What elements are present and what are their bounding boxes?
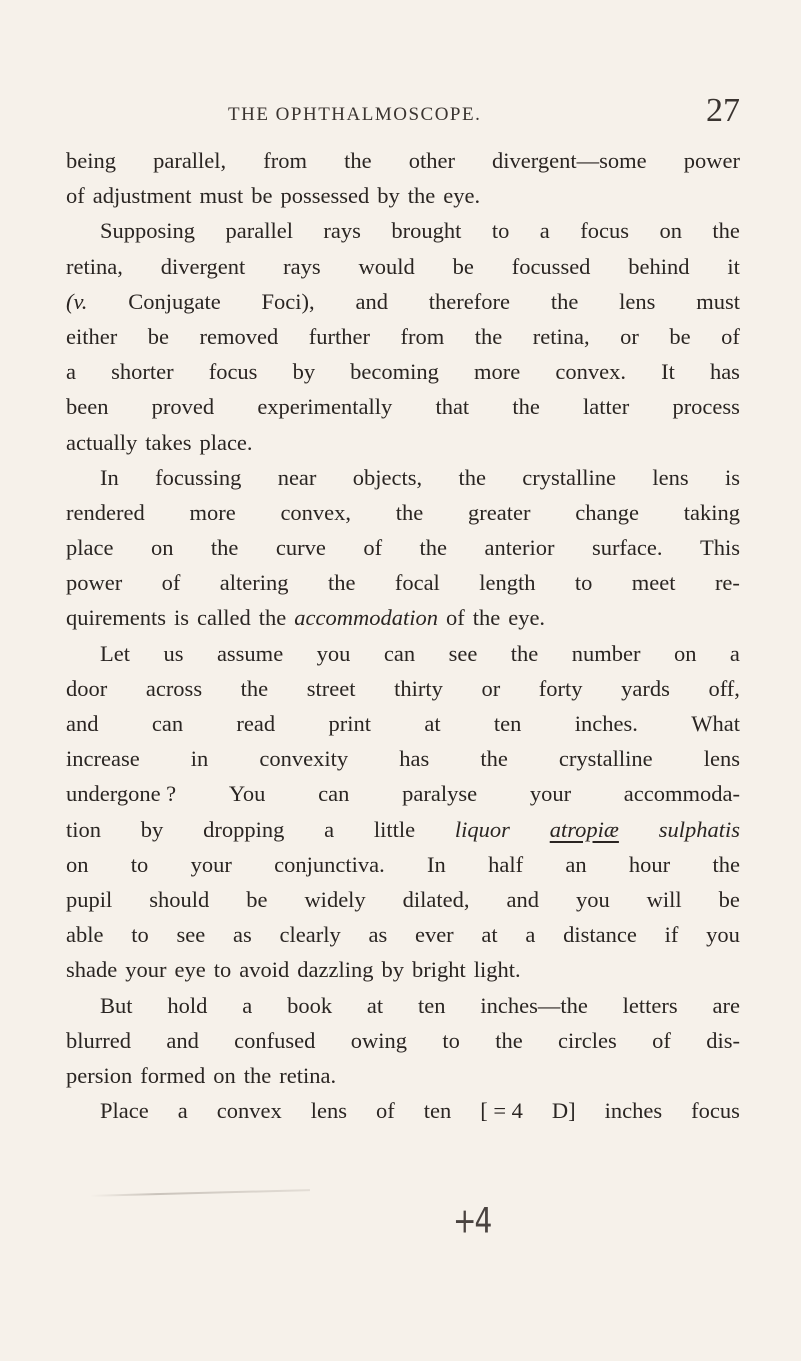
word: parallel: [225, 218, 293, 244]
word: has: [399, 746, 430, 772]
word: lens: [310, 1098, 347, 1124]
text-line: [66, 776, 740, 811]
word: or: [620, 323, 639, 349]
word: paralyse: [402, 781, 478, 807]
word: us: [163, 640, 184, 666]
word: being: [66, 148, 116, 173]
word: focus: [691, 1098, 740, 1124]
word: This: [699, 535, 740, 561]
word: circles: [558, 1027, 617, 1053]
word: more: [474, 359, 521, 385]
word: to: [574, 570, 593, 596]
word: of: [652, 1027, 671, 1053]
word: of: [161, 570, 181, 596]
text-line: [66, 1058, 740, 1093]
word: half: [488, 851, 524, 877]
word: increase: [66, 746, 140, 772]
word: divergent—some: [492, 148, 647, 173]
word: see: [448, 640, 478, 666]
word: hour: [628, 851, 671, 877]
word: experimentally: [257, 394, 393, 420]
word: be: [251, 183, 273, 209]
running-head: [150, 94, 740, 136]
word: Let: [100, 640, 130, 666]
text-line: [66, 636, 740, 671]
word: accommodation: [294, 605, 438, 631]
word: would: [358, 253, 415, 279]
word: persion: [66, 1062, 133, 1088]
word: place: [66, 535, 114, 561]
text-line: [66, 565, 740, 600]
word: But: [100, 992, 133, 1018]
word: the: [550, 288, 579, 314]
word: confused: [234, 1027, 316, 1053]
word: crystalline: [558, 746, 653, 772]
word: the: [512, 394, 540, 420]
word: retina.: [279, 1062, 337, 1088]
word: proved: [151, 394, 215, 420]
word: the: [344, 148, 372, 173]
word: rays: [283, 253, 321, 279]
word: by: [140, 816, 164, 842]
word: book: [287, 992, 333, 1018]
word: Conjugate: [128, 288, 221, 314]
word: at: [424, 711, 441, 736]
word: the: [712, 218, 740, 244]
word: meet: [631, 570, 676, 596]
word: process: [672, 394, 740, 420]
word: lens: [703, 746, 740, 772]
word: little: [373, 816, 416, 842]
word: the: [395, 499, 424, 525]
word: at: [481, 922, 498, 948]
text-line: [66, 213, 740, 248]
text-line: [66, 495, 740, 530]
text-line: [66, 988, 740, 1023]
word: that: [435, 394, 470, 420]
word: shade: [66, 957, 118, 983]
word: convex: [216, 1098, 282, 1124]
word: lens: [652, 464, 689, 490]
word: You: [228, 781, 266, 807]
word: to: [442, 1027, 460, 1053]
word: be: [669, 323, 691, 349]
word: are: [712, 992, 740, 1018]
word: of: [363, 535, 383, 561]
word: retina,: [532, 323, 590, 349]
word: therefore: [428, 288, 510, 314]
body-text: [66, 143, 740, 1128]
word: called: [197, 605, 251, 631]
word: What: [691, 711, 740, 736]
word: the: [510, 640, 539, 666]
word: an: [565, 851, 587, 877]
word: forty: [538, 675, 583, 701]
word: owing: [350, 1027, 407, 1053]
word: street: [306, 675, 356, 701]
word: formed: [140, 1062, 206, 1088]
word: been: [66, 394, 109, 420]
word: greater: [468, 499, 531, 525]
word: focus: [208, 359, 258, 385]
word: be: [246, 886, 268, 912]
text-line: [66, 600, 740, 635]
word: thirty: [394, 675, 443, 701]
word: the: [474, 323, 503, 349]
word: atropiæ: [549, 816, 619, 842]
word: of: [66, 183, 85, 209]
word: is: [173, 605, 189, 631]
word: (v.: [66, 288, 88, 314]
word: change: [575, 499, 639, 525]
word: the: [472, 605, 501, 631]
word: on: [150, 535, 174, 561]
word: liquor: [454, 816, 510, 842]
word: crystalline: [522, 464, 617, 490]
word: the: [458, 464, 486, 490]
word: widely: [304, 886, 366, 912]
word: altering: [219, 570, 289, 596]
text-line: [66, 741, 740, 776]
word: eye: [174, 957, 206, 983]
word: Foci),: [261, 288, 315, 314]
word: In: [427, 851, 446, 877]
word: on: [66, 851, 89, 877]
word: conjunctiva.: [274, 851, 385, 877]
word: read: [236, 711, 276, 736]
text-line: [66, 706, 740, 741]
word: as: [368, 922, 388, 948]
word: a: [729, 640, 740, 666]
word: inches.: [574, 711, 638, 736]
word: Place: [100, 1098, 149, 1124]
word: light.: [473, 957, 521, 983]
word: shorter: [111, 359, 174, 385]
word: to: [213, 957, 232, 983]
word: should: [149, 886, 210, 912]
word: [ = 4: [480, 1098, 523, 1124]
text-line: [66, 847, 740, 882]
word: focal: [394, 570, 440, 596]
word: from: [400, 323, 445, 349]
word: It: [661, 359, 675, 385]
text-line: [66, 1093, 740, 1128]
word: eye.: [443, 183, 481, 209]
word: more: [189, 499, 236, 525]
text-line: [66, 319, 740, 354]
word: the: [240, 675, 269, 701]
word: the: [419, 535, 448, 561]
word: ever: [414, 922, 454, 948]
word: across: [145, 675, 203, 701]
word: focussed: [511, 253, 591, 279]
word: able: [66, 922, 104, 948]
word: power: [66, 570, 123, 596]
word: of: [375, 1098, 395, 1124]
word: to: [130, 851, 149, 877]
word: other: [408, 148, 455, 173]
text-line: [66, 425, 740, 460]
word: ten: [418, 992, 446, 1018]
word: quirements: [66, 605, 166, 631]
word: tion: [66, 816, 102, 842]
word: of: [721, 323, 740, 349]
page-number: 27: [706, 92, 740, 129]
word: and: [355, 288, 388, 314]
word: be: [147, 323, 169, 349]
word: In: [100, 464, 119, 490]
word: avoid: [239, 957, 290, 983]
word: on: [659, 218, 682, 244]
word: to: [491, 218, 510, 244]
text-line: [66, 249, 740, 284]
word: door: [66, 675, 108, 701]
text-line: [66, 882, 740, 917]
word: as: [232, 922, 252, 948]
word: either: [66, 323, 118, 349]
word: a: [539, 218, 550, 244]
word: focus: [580, 218, 629, 244]
running-title: THE OPHTHALMOSCOPE.: [228, 104, 482, 125]
word: pupil: [66, 886, 113, 912]
word: accommoda-: [623, 781, 740, 807]
handwritten-annotation: +4: [453, 1199, 491, 1242]
text-line: [66, 671, 740, 706]
word: eye.: [508, 605, 546, 631]
word: and: [166, 1027, 199, 1053]
word: by: [377, 183, 400, 209]
word: removed: [199, 323, 279, 349]
text-line: [66, 952, 740, 987]
word: assume: [216, 640, 284, 666]
word: must: [696, 288, 740, 314]
word: by: [292, 359, 316, 385]
text-line: [66, 284, 740, 319]
word: convexity: [259, 746, 349, 772]
word: divergent: [160, 253, 246, 279]
word: the: [495, 1027, 523, 1053]
word: parallel,: [153, 148, 227, 173]
word: to: [131, 922, 149, 948]
word: your: [529, 781, 572, 807]
word: has: [709, 359, 740, 385]
text-line: [66, 917, 740, 952]
text-line: [66, 143, 740, 178]
word: lens: [619, 288, 656, 314]
word: becoming: [350, 359, 439, 385]
word: can: [383, 640, 416, 666]
word: you: [316, 640, 351, 666]
word: a: [177, 1098, 188, 1124]
word: rendered: [66, 499, 145, 525]
word: of: [445, 605, 465, 631]
text-line: [66, 530, 740, 565]
word: by: [381, 957, 404, 983]
word: inches: [604, 1098, 663, 1124]
word: D]: [551, 1098, 576, 1124]
word: latter: [583, 394, 630, 420]
word: a: [242, 992, 253, 1018]
word: focussing: [155, 464, 242, 490]
word: convex.: [555, 359, 626, 385]
word: will: [646, 886, 682, 912]
word: ten: [423, 1098, 452, 1124]
word: distance: [563, 922, 637, 948]
word: at: [366, 992, 384, 1018]
word: number: [571, 640, 641, 666]
word: taking: [683, 499, 740, 525]
word: the: [712, 851, 740, 877]
word: dazzling: [297, 957, 374, 983]
word: off,: [708, 675, 740, 701]
word: convex,: [280, 499, 352, 525]
word: inches—the: [480, 992, 588, 1018]
text-line: [66, 812, 740, 847]
word: adjustment: [92, 183, 192, 209]
word: surface.: [591, 535, 663, 561]
word: hold: [167, 992, 208, 1018]
word: sulphatis: [658, 816, 740, 842]
word: letters: [622, 992, 678, 1018]
word: dis-: [706, 1027, 740, 1053]
word: can: [318, 781, 350, 807]
ink-smudge: [90, 1189, 310, 1197]
word: or: [481, 675, 501, 701]
word: near: [277, 464, 317, 490]
word: be: [452, 253, 474, 279]
word: your: [125, 957, 167, 983]
word: ten: [493, 711, 522, 736]
word: a: [525, 922, 536, 948]
word: a: [66, 359, 76, 385]
word: from: [263, 148, 308, 173]
text-line: [66, 1023, 740, 1058]
word: it: [727, 253, 740, 279]
word: can: [151, 711, 184, 736]
word: the: [327, 570, 356, 596]
word: place.: [199, 429, 253, 455]
text-line: [66, 389, 740, 424]
word: be: [718, 886, 740, 912]
word: dropping: [203, 816, 285, 842]
word: if: [664, 922, 679, 948]
word: the: [407, 183, 436, 209]
word: power: [683, 148, 740, 173]
word: bright: [411, 957, 466, 983]
word: rays: [323, 218, 361, 244]
word: the: [210, 535, 239, 561]
word: see: [176, 922, 206, 948]
word: a: [324, 816, 335, 842]
word: yards: [621, 675, 670, 701]
word: on: [213, 1062, 236, 1088]
word: you: [706, 922, 740, 948]
text-line: [66, 460, 740, 495]
word: curve: [275, 535, 326, 561]
word: possessed: [280, 183, 370, 209]
text-line: [66, 178, 740, 213]
word: your: [190, 851, 232, 877]
text-line: [66, 354, 740, 389]
word: in: [190, 746, 209, 772]
word: objects,: [352, 464, 423, 490]
word: the: [480, 746, 508, 772]
word: undergone ?: [66, 781, 177, 807]
word: clearly: [279, 922, 341, 948]
word: and: [506, 886, 539, 912]
word: behind: [628, 253, 690, 279]
word: anterior: [484, 535, 555, 561]
word: actually: [66, 429, 138, 455]
word: must: [199, 183, 244, 209]
word: length: [479, 570, 536, 596]
word: dilated,: [402, 886, 470, 912]
word: the: [258, 605, 287, 631]
word: print: [328, 711, 371, 736]
word: brought: [391, 218, 462, 244]
word: the: [243, 1062, 272, 1088]
word: re-: [714, 570, 740, 596]
word: further: [308, 323, 370, 349]
word: blurred: [66, 1027, 131, 1053]
word: Supposing: [100, 218, 196, 244]
word: on: [673, 640, 697, 666]
word: takes: [145, 429, 192, 455]
word: is: [724, 464, 740, 490]
word: and: [66, 711, 99, 736]
word: you: [575, 886, 610, 912]
word: retina,: [66, 253, 123, 279]
